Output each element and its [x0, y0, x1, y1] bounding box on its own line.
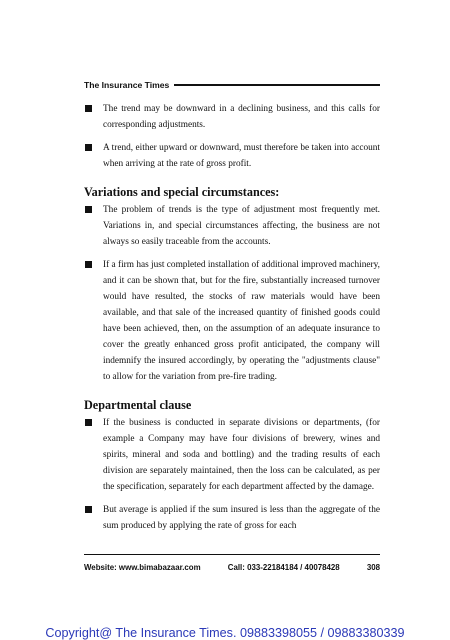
- section-heading-variations: Variations and special circumstances:: [84, 185, 280, 199]
- section-heading-departmental: Departmental clause: [84, 398, 192, 412]
- footer-website: Website: www.bimabazaar.com: [84, 563, 201, 572]
- page-number: 308: [366, 563, 380, 572]
- departmental-bullet-list: [84, 415, 380, 534]
- square-bullet-icon: [85, 419, 92, 426]
- bullet-item: [84, 202, 380, 250]
- square-bullet-icon: [85, 144, 92, 151]
- bullet-text: But average is applied if the sum insured is less than the aggregate of the sum produced by applying the rate of gross for each: [103, 505, 380, 531]
- footer-call: Call: 033-22184184 / 40078428: [227, 563, 340, 572]
- square-bullet-icon: [85, 105, 92, 112]
- page-footer: [84, 554, 380, 572]
- square-bullet-icon: [85, 261, 92, 268]
- publication-title: The Insurance Times: [84, 80, 170, 90]
- bullet-item: [84, 257, 380, 385]
- running-header: [84, 80, 380, 90]
- header-rule: [174, 84, 380, 85]
- bullet-text: If a firm has just completed installation of additional improved machinery, and it can be shown that, but for the fire, substantially increased turnover would have resulted, the stocks of raw materials would have been available, and that sale of the increased quantity of finished goods could have been achieved, then, on the assumption of an adequate insurance to cover the greatly enhanced gross profit anticipated, the company will indemnify the insured accordingly, by operating the "adjustments clause" to allow for the variation from pre-fire trading.: [103, 260, 380, 382]
- bullet-text: If the business is conducted in separate divisions or departments, (for example a Company may have four divisions of brewery, wines and spirits, mineral and soda and bottling) and the trading results of each division are separately maintained, then the loss can be calculated, as per the specification, separately for each department affected by the damage.: [103, 418, 380, 492]
- bullet-item: [84, 140, 380, 172]
- variations-bullet-list: [84, 202, 380, 385]
- square-bullet-icon: [85, 206, 92, 213]
- bullet-text: The trend may be downward in a declining business, and this calls for corresponding adjustments.: [103, 104, 380, 130]
- intro-bullet-list: [84, 101, 380, 172]
- bullet-item: [84, 502, 380, 534]
- bullet-text: The problem of trends is the type of adjustment most frequently met. Variations in, and special circumstances affecting, the business are not always so easily traceable from the accounts.: [103, 205, 380, 247]
- page-body: [84, 101, 380, 541]
- copyright-notice: Copyright@ The Insurance Times. 09883398055 / 09883380339: [45, 626, 405, 640]
- bullet-item: [84, 415, 380, 495]
- square-bullet-icon: [85, 506, 92, 513]
- bullet-item: [84, 101, 380, 133]
- bullet-text: A trend, either upward or downward, must therefore be taken into account when arriving at the rate of gross profit.: [103, 143, 380, 169]
